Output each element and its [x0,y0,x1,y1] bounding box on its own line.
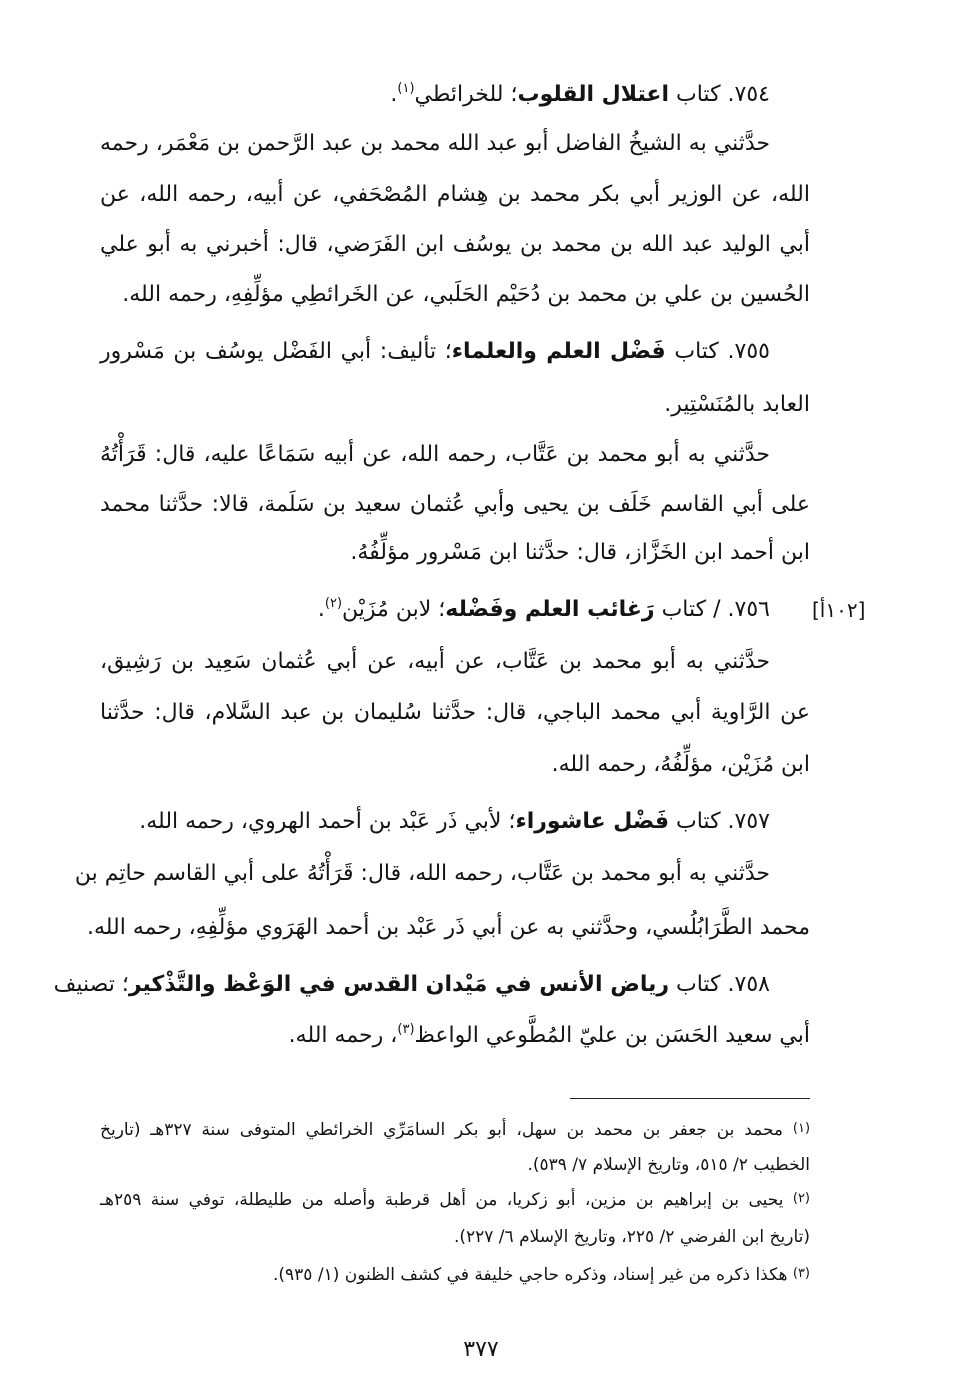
entry-number: ٧٥٨. [727,972,770,997]
footnote-text: هكذا ذكره من غير إسناد، وذكره حاجي خليفة في كشف الظنون (١/ ٩٣٥). [273,1265,788,1285]
chain-line: حدَّثني به أبو محمد بن عَتَّاب، عن أبيه، عن أبي عُثمان سَعِيد بن رَشِيق، [100,649,770,674]
heading-end: . [390,82,398,107]
folio-separator: / [713,597,721,622]
page-number: ٣٧٧ [463,1337,499,1362]
footnote-2 [100,1183,810,1217]
book-word: كتاب [676,972,721,997]
entry-755-heading [100,327,770,377]
entry-number: ٧٥٥. [727,339,770,364]
entry-754-heading [100,70,770,120]
book-word: كتاب [676,82,721,107]
book-title: رياض الأنس في مَيْدان القدس في الوَعْظ والتَّذْكير [128,972,670,997]
entry-number: ٧٥٦. [727,597,770,622]
chain-line: على أبي القاسم خَلَف بن يحيى وأبي عُثمان سعيد بن سَلَمة، قالا: حدَّثنا محمد [100,492,810,517]
heading-author: أبي سعيد الحَسَن بن عليّ المُطَّوعي الواعظ [414,1023,810,1048]
book-word: كتاب [661,597,707,622]
book-title: اعتلال القلوب [517,82,670,107]
entry-number: ٧٥٧. [727,809,770,834]
entry-758-heading [53,960,770,1010]
entry-757-heading [100,797,770,847]
footnote-text: يحيى بن إبراهيم بن مزين، أبو زكريا، من أهل قرطبة وأصله من طليطلة، توفي سنة ٢٥٩هـ [100,1190,784,1210]
heading-end: . [317,597,325,622]
chain-line: عن الرَّاوية أبي محمد الباجي، قال: حدَّثنا سُليمان بن عبد السَّلام، قال: حدَّثنا [100,700,810,725]
book-word: كتاب [674,339,719,364]
book-word: كتاب [676,809,721,834]
footnote-marker: (١) [792,1121,811,1136]
chain-line: ابن مُزَيْن، مؤلِّفُهُ، رحمه الله. [551,752,810,777]
heading-rest: ؛ تأليف: أبي الفَضْل يوسُف بن مَسْرور [100,339,452,364]
entry-758-heading-continuation [100,1011,810,1061]
footnote-ref: (١) [397,81,415,96]
heading-rest: ؛ للخرائطي [414,82,518,107]
footnote-2-continuation: (تاريخ ابن الفرضي ٢/ ٢٢٥، وتاريخ الإسلام ٦/ ٢٢٧). [453,1227,810,1247]
book-title: رَغائب العلم وفَضْله [445,597,655,622]
book-title: فَضْل عاشوراء [515,809,670,834]
folio-marker: [١٠٢أ] [812,598,866,622]
chain-line: حدَّثني به الشيخُ الفاضل أبو عبد الله محمد بن عبد الرَّحمن بن مَعْمَر، رحمه [100,131,770,156]
heading-rest: ؛ تصنيف [53,972,129,997]
footnote-separator [570,1098,810,1099]
heading-rest: ؛ لأبي ذَر عَبْد بن أحمد الهروي، رحمه الله. [139,809,516,834]
footnote-ref: (٢) [324,596,343,611]
footnote-marker: (٢) [792,1191,810,1206]
footnote-1-continuation: الخطيب ٢/ ٥١٥، وتاريخ الإسلام ٧/ ٥٣٩). [527,1155,810,1175]
heading-rest: ؛ لابن مُزَيْن [342,597,446,622]
chain-line: ابن أحمد ابن الخَزَّاز، قال: حدَّثنا ابن مَسْرور مؤلِّفُهُ. [350,540,810,565]
entry-756-heading [100,585,770,635]
footnote-1 [100,1113,810,1147]
heading-end: ، رحمه الله. [288,1023,398,1048]
chain-line: أبي الوليد عبد الله بن محمد بن يوسُف ابن الفَرَضي، قال: أخبرني به أبو علي [100,232,810,257]
chain-line: حدَّثني به أبو محمد بن عَتَّاب، رحمه الله، قال: قَرَأْتُهُ على أبي القاسم حاتِم بن [74,861,770,886]
entry-number: ٧٥٤. [727,82,770,107]
book-title: فَضْل العلم والعلماء [451,339,666,364]
footnote-text: محمد بن جعفر بن محمد بن سهل، أبو بكر السامَرِّي الخرائطي المتوفى سنة ٣٢٧هـ (تاريخ [100,1120,784,1140]
chain-line: الله، عن الوزير أبي بكر محمد بن هِشام المُصْحَفي، عن أبيه، رحمه الله، عن [100,182,810,207]
footnote-ref: (٣) [397,1022,415,1037]
entry-755-heading-continuation: العابد بالمُنَسْتِير. [664,392,810,417]
footnote-marker: (٣) [792,1266,810,1281]
chain-line: الحُسين بن علي بن محمد بن دُحَيْم الحَلَبي، عن الخَرائطِي مؤلِّفِهِ، رحمه الله. [122,282,810,307]
chain-line: محمد الطَّرَابُلُسي، وحدَّثني به عن أبي ذَر عَبْد بن أحمد الهَرَوي مؤلِّفِهِ، رحمه الله. [86,915,810,940]
footnote-3 [100,1258,810,1292]
chain-line: حدَّثني به أبو محمد بن عَتَّاب، رحمه الله، عن أبيه سَمَاعًا عليه، قال: قَرَأْتُهُ [100,442,770,467]
